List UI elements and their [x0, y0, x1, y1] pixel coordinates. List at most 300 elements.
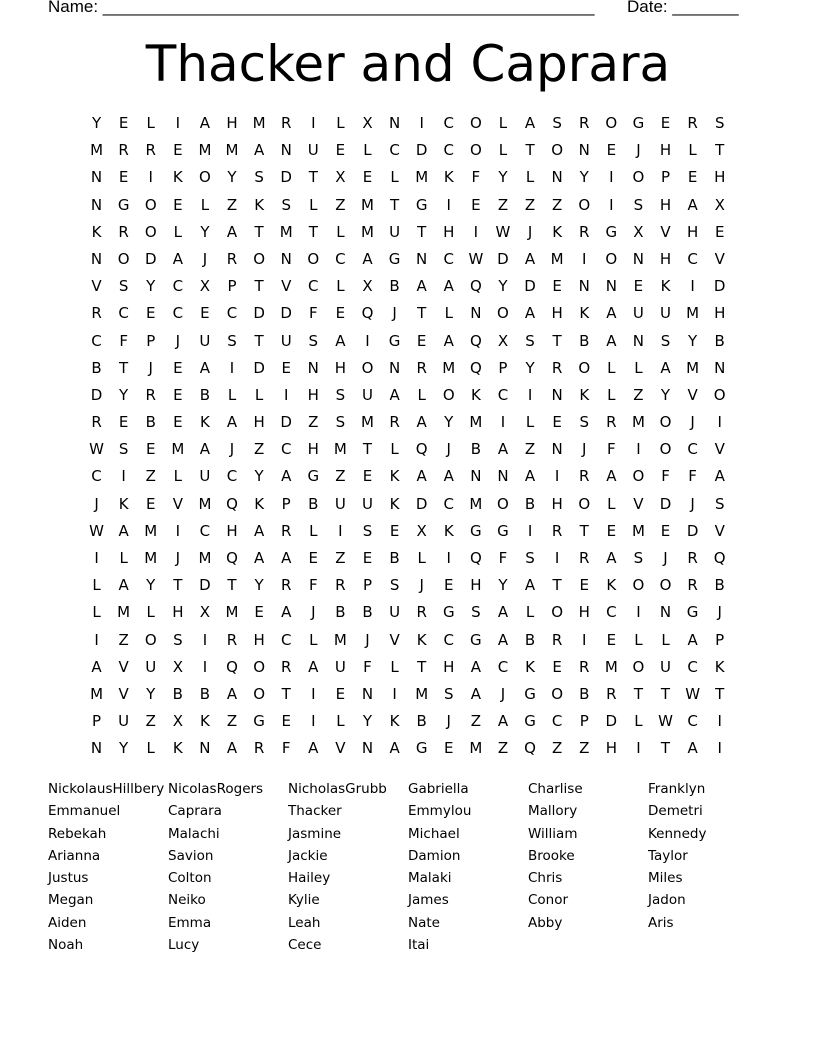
grid-letter: E: [118, 168, 129, 187]
grid-row: [83, 681, 734, 708]
grid-letter: H: [226, 521, 238, 540]
grid-letter: D: [280, 304, 292, 323]
grid-letter: G: [605, 222, 618, 241]
grid-letter: N: [388, 358, 401, 377]
word-list-item: Kylie: [288, 892, 320, 909]
word-list-item: Megan: [48, 892, 94, 909]
grid-letter: L: [607, 494, 616, 513]
grid-letter: O: [713, 385, 726, 404]
grid-letter: U: [334, 494, 346, 513]
grid-letter: A: [199, 114, 211, 132]
grid-letter: B: [470, 440, 481, 459]
grid-letter: O: [659, 413, 672, 432]
grid-letter: D: [524, 277, 536, 296]
grid-letter: B: [389, 549, 400, 567]
grid-letter: L: [254, 385, 264, 404]
grid-letter: R: [579, 222, 590, 241]
grid-letter: E: [173, 385, 183, 404]
grid-letter: R: [145, 141, 156, 160]
grid-letter: J: [690, 494, 695, 513]
grid-letter: R: [91, 413, 102, 432]
grid-letter: I: [311, 114, 316, 132]
grid-letter: H: [307, 440, 319, 459]
grid-letter: J: [202, 249, 208, 268]
grid-letter: T: [308, 168, 318, 187]
grid-letter: M: [279, 222, 293, 241]
grid-letter: L: [92, 603, 101, 622]
grid-letter: E: [660, 521, 671, 540]
grid-letter: E: [606, 141, 617, 160]
grid-letter: G: [388, 331, 401, 350]
grid-letter: K: [389, 494, 400, 513]
grid-letter: L: [227, 385, 237, 404]
grid-letter: H: [443, 222, 455, 241]
grid-letter: I: [94, 630, 99, 649]
grid-letter: Z: [470, 712, 481, 731]
grid-letter: R: [579, 114, 590, 132]
grid-letter: T: [281, 684, 291, 703]
grid-row: [83, 599, 734, 626]
grid-letter: C: [497, 657, 509, 676]
grid-letter: C: [91, 467, 102, 486]
word-list: [48, 778, 768, 956]
grid-letter: V: [118, 684, 129, 703]
grid-letter: R: [579, 657, 590, 676]
grid-letter: W: [685, 684, 701, 703]
grid-letter: D: [415, 494, 428, 513]
grid-letter: I: [690, 277, 695, 296]
grid-letter: A: [281, 603, 292, 622]
grid-letter: E: [335, 141, 346, 160]
grid-letter: Y: [254, 467, 264, 486]
grid-letter: S: [227, 331, 237, 350]
grid-letter: A: [606, 467, 617, 486]
grid-letter: I: [392, 684, 397, 703]
grid-letter: N: [388, 114, 401, 132]
grid-letter: Y: [200, 222, 210, 241]
grid-letter: R: [551, 358, 563, 377]
grid-letter: A: [524, 249, 536, 268]
grid-letter: A: [470, 684, 481, 703]
grid-letter: E: [471, 195, 481, 214]
grid-letter: E: [362, 168, 373, 187]
grid-letter: Q: [469, 358, 482, 377]
grid-letter: L: [417, 385, 426, 404]
grid-letter: R: [253, 739, 265, 758]
grid-letter: K: [606, 576, 617, 595]
grid-letter: H: [659, 249, 672, 268]
grid-letter: Y: [660, 385, 671, 404]
grid-letter: C: [335, 249, 346, 268]
grid-letter: W: [468, 249, 484, 268]
word-list-item: Charlise: [528, 781, 583, 797]
grid-letter: B: [91, 358, 102, 377]
grid-letter: Y: [146, 576, 156, 595]
grid-letter: C: [551, 712, 563, 731]
grid-letter: M: [361, 413, 374, 432]
grid-letter: M: [117, 603, 131, 622]
grid-letter: M: [333, 440, 347, 459]
grid-letter: T: [254, 222, 264, 241]
grid-letter: O: [578, 494, 591, 513]
grid-letter: N: [361, 684, 374, 703]
grid-letter: M: [469, 739, 483, 758]
grid-letter: M: [225, 603, 239, 622]
grid-letter: D: [605, 712, 618, 731]
word-list-item: Leah: [288, 914, 321, 931]
grid-letter: B: [524, 494, 536, 513]
word-list-item: Gabriella: [408, 781, 469, 797]
grid-letter: Z: [335, 549, 346, 567]
grid-letter: A: [281, 549, 292, 567]
grid-row: [83, 164, 734, 191]
grid-letter: S: [335, 385, 346, 404]
word-list-item: Conor: [528, 892, 569, 909]
grid-letter: T: [715, 141, 725, 160]
grid-letter: Z: [497, 195, 509, 214]
grid-letter: S: [633, 549, 644, 567]
grid-letter: M: [469, 494, 483, 513]
grid-letter: R: [687, 114, 698, 132]
grid-letter: U: [361, 385, 373, 404]
grid-letter: V: [687, 385, 698, 404]
grid-letter: C: [443, 630, 454, 649]
grid-letter: T: [660, 684, 671, 703]
grid-letter: J: [311, 603, 316, 622]
grid-letter: Q: [469, 331, 482, 350]
word-list-item: Michael: [408, 825, 460, 842]
grid-row: [83, 708, 734, 735]
grid-letter: N: [361, 739, 374, 758]
grid-row: [83, 110, 734, 137]
grid-letter: K: [200, 413, 210, 432]
grid-letter: J: [636, 141, 641, 160]
grid-letter: R: [280, 576, 292, 595]
grid-letter: M: [631, 521, 645, 540]
grid-letter: X: [633, 222, 644, 241]
grid-letter: R: [416, 603, 427, 622]
grid-letter: I: [175, 114, 181, 132]
grid-letter: F: [688, 467, 697, 486]
grid-letter: A: [524, 304, 536, 323]
grid-letter: B: [362, 603, 373, 622]
grid-letter: U: [199, 467, 211, 486]
grid-letter: H: [659, 141, 672, 160]
grid-letter: A: [253, 521, 265, 540]
word-list-item: NicholasGrubb: [288, 781, 387, 797]
grid-row: [83, 355, 734, 382]
grid-letter: O: [469, 114, 482, 132]
word-list-item: Franklyn: [648, 781, 706, 797]
grid-letter: E: [362, 549, 373, 567]
grid-letter: P: [579, 712, 589, 731]
word-list-item: Rebekah: [48, 825, 107, 842]
grid-letter: C: [443, 249, 454, 268]
grid-letter: U: [389, 603, 401, 622]
grid-letter: S: [525, 549, 535, 567]
grid-row: [83, 463, 734, 490]
grid-letter: C: [199, 521, 211, 540]
grid-letter: Z: [524, 440, 536, 459]
grid-letter: I: [582, 630, 587, 649]
grid-letter: N: [632, 249, 645, 268]
grid-letter: R: [91, 304, 102, 323]
grid-letter: O: [117, 249, 130, 268]
word-list-item: Miles: [648, 870, 683, 887]
grid-letter: C: [226, 467, 238, 486]
grid-letter: A: [226, 222, 238, 241]
grid-letter: I: [527, 521, 533, 540]
grid-letter: J: [527, 222, 533, 241]
grid-row: [83, 518, 734, 545]
grid-letter: V: [714, 521, 725, 540]
grid-letter: Q: [469, 549, 482, 567]
grid-letter: Y: [146, 277, 156, 296]
grid-letter: K: [525, 657, 535, 676]
grid-letter: J: [175, 331, 181, 350]
date-field: Date: _______: [627, 0, 739, 16]
grid-letter: C: [687, 712, 698, 731]
grid-letter: L: [634, 712, 643, 731]
grid-letter: G: [415, 739, 428, 758]
grid-letter: D: [253, 304, 265, 323]
grid-letter: Z: [145, 467, 156, 486]
grid-letter: O: [442, 385, 455, 404]
grid-letter: K: [389, 467, 400, 486]
grid-letter: E: [118, 114, 129, 132]
grid-letter: M: [361, 195, 374, 214]
grid-letter: F: [281, 739, 291, 758]
grid-letter: V: [335, 739, 346, 758]
grid-letter: X: [362, 114, 373, 132]
grid-letter: L: [336, 222, 345, 241]
grid-letter: L: [417, 549, 426, 567]
grid-letter: D: [144, 249, 157, 268]
word-list-item: James: [408, 892, 449, 909]
grid-letter: S: [118, 277, 129, 296]
grid-letter: X: [172, 657, 183, 676]
grid-letter: A: [660, 358, 671, 377]
grid-letter: B: [308, 494, 319, 513]
grid-letter: L: [363, 141, 372, 160]
grid-letter: V: [172, 494, 183, 513]
grid-letter: L: [498, 114, 508, 132]
grid-letter: P: [92, 712, 102, 731]
grid-letter: I: [94, 549, 99, 567]
grid-letter: G: [470, 521, 482, 540]
grid-letter: G: [497, 521, 509, 540]
grid-letter: P: [660, 168, 671, 187]
grid-letter: U: [660, 304, 671, 323]
grid-letter: R: [389, 413, 400, 432]
grid-letter: R: [118, 222, 129, 241]
word-list-item: Caprara: [168, 803, 222, 820]
grid-letter: L: [634, 630, 643, 649]
grid-letter: L: [336, 712, 345, 731]
grid-letter: S: [281, 195, 291, 214]
grid-letter: N: [551, 168, 563, 187]
grid-letter: N: [199, 739, 211, 758]
grid-row: [83, 328, 734, 355]
grid-letter: F: [607, 440, 616, 459]
letter-grid: [83, 110, 734, 763]
word-list-item: NickolausHillbery: [48, 781, 165, 797]
grid-letter: I: [554, 467, 560, 486]
grid-row: [83, 654, 734, 681]
word-list-item: Aiden: [48, 914, 87, 931]
word-list-item: Cece: [288, 937, 322, 954]
grid-letter: E: [687, 168, 698, 187]
grid-letter: B: [145, 413, 156, 432]
grid-letter: E: [335, 304, 346, 323]
grid-letter: S: [173, 630, 183, 649]
word-list-item: Justus: [48, 870, 89, 887]
grid-letter: A: [524, 114, 536, 132]
grid-letter: P: [362, 576, 372, 595]
grid-letter: A: [253, 141, 265, 160]
grid-letter: L: [525, 413, 535, 432]
grid-letter: L: [607, 385, 616, 404]
grid-letter: B: [579, 331, 590, 350]
grid-letter: A: [497, 630, 509, 649]
grid-letter: I: [609, 168, 614, 187]
grid-letter: R: [226, 249, 238, 268]
grid-letter: N: [551, 440, 563, 459]
grid-letter: K: [416, 630, 427, 649]
grid-letter: R: [606, 413, 617, 432]
grid-letter: M: [90, 684, 104, 703]
grid-letter: T: [173, 576, 183, 595]
word-list-item: Lucy: [168, 937, 200, 954]
grid-letter: V: [633, 494, 644, 513]
grid-letter: M: [171, 440, 185, 459]
grid-letter: C: [443, 494, 454, 513]
grid-letter: V: [389, 630, 400, 649]
grid-letter: M: [225, 141, 239, 160]
grid-letter: R: [145, 385, 156, 404]
grid-letter: L: [173, 222, 182, 241]
grid-letter: Y: [227, 168, 237, 187]
grid-letter: S: [660, 331, 671, 350]
grid-letter: C: [687, 249, 698, 268]
grid-letter: U: [334, 657, 346, 676]
grid-letter: R: [579, 549, 590, 567]
grid-letter: B: [335, 603, 346, 622]
grid-letter: J: [175, 549, 181, 567]
grid-letter: O: [659, 440, 672, 459]
grid-letter: R: [280, 114, 292, 132]
grid-letter: C: [497, 385, 509, 404]
grid-letter: E: [308, 549, 319, 567]
grid-row: [83, 735, 734, 762]
grid-letter: E: [173, 413, 183, 432]
grid-letter: H: [172, 603, 184, 622]
grid-letter: I: [202, 630, 208, 649]
grid-letter: P: [498, 358, 508, 377]
grid-row: [83, 436, 734, 463]
grid-letter: U: [660, 657, 671, 676]
grid-letter: E: [145, 440, 156, 459]
grid-letter: J: [663, 549, 668, 567]
grid-letter: I: [717, 739, 722, 758]
grid-letter: O: [632, 657, 645, 676]
grid-letter: S: [308, 331, 319, 350]
grid-letter: E: [281, 358, 291, 377]
grid-letter: C: [172, 277, 184, 296]
word-list-item: Taylor: [648, 847, 688, 864]
grid-letter: D: [280, 168, 292, 187]
grid-letter: C: [91, 331, 102, 350]
grid-letter: K: [443, 168, 454, 187]
grid-letter: A: [118, 576, 129, 595]
grid-letter: S: [579, 413, 589, 432]
grid-letter: M: [198, 141, 212, 160]
grid-letter: C: [226, 304, 238, 323]
grid-letter: C: [308, 277, 319, 296]
grid-letter: L: [92, 576, 101, 595]
grid-letter: T: [660, 739, 671, 758]
grid-letter: G: [524, 712, 536, 731]
grid-letter: J: [365, 630, 370, 649]
grid-letter: I: [582, 249, 587, 268]
grid-letter: R: [416, 358, 427, 377]
grid-letter: H: [470, 576, 482, 595]
grid-row: [83, 192, 734, 219]
grid-letter: D: [659, 494, 672, 513]
word-list-item: Emmanuel: [48, 803, 121, 820]
grid-letter: Z: [552, 195, 563, 214]
grid-letter: J: [446, 712, 451, 731]
grid-letter: D: [497, 249, 509, 268]
grid-letter: M: [361, 222, 374, 241]
word-list-item: Jasmine: [288, 825, 342, 842]
grid-letter: I: [229, 358, 235, 377]
grid-letter: J: [148, 358, 153, 377]
grid-letter: L: [119, 549, 128, 567]
grid-letter: I: [636, 739, 641, 758]
grid-letter: S: [714, 494, 725, 513]
grid-letter: D: [713, 277, 726, 296]
grid-letter: E: [660, 114, 671, 132]
grid-letter: Y: [119, 385, 129, 404]
grid-letter: B: [172, 684, 183, 703]
word-list-item: Malaki: [408, 870, 452, 887]
grid-letter: N: [578, 277, 590, 296]
grid-letter: C: [687, 440, 698, 459]
grid-letter: E: [173, 141, 183, 160]
grid-letter: H: [714, 168, 726, 187]
grid-letter: F: [119, 331, 128, 350]
grid-letter: D: [199, 576, 211, 595]
grid-letter: O: [307, 249, 320, 268]
grid-letter: I: [554, 549, 560, 567]
grid-letter: O: [253, 684, 266, 703]
grid-letter: K: [579, 304, 590, 323]
grid-letter: N: [714, 358, 726, 377]
grid-letter: I: [365, 331, 370, 350]
grid-letter: M: [604, 657, 618, 676]
word-list-item: Colton: [168, 870, 212, 887]
grid-letter: O: [632, 168, 645, 187]
grid-letter: A: [226, 413, 238, 432]
grid-letter: I: [148, 168, 153, 187]
grid-letter: V: [91, 277, 102, 296]
grid-letter: K: [389, 712, 400, 731]
grid-letter: G: [307, 467, 320, 486]
grid-letter: M: [469, 413, 483, 432]
grid-letter: B: [714, 331, 725, 350]
grid-letter: X: [335, 168, 346, 187]
